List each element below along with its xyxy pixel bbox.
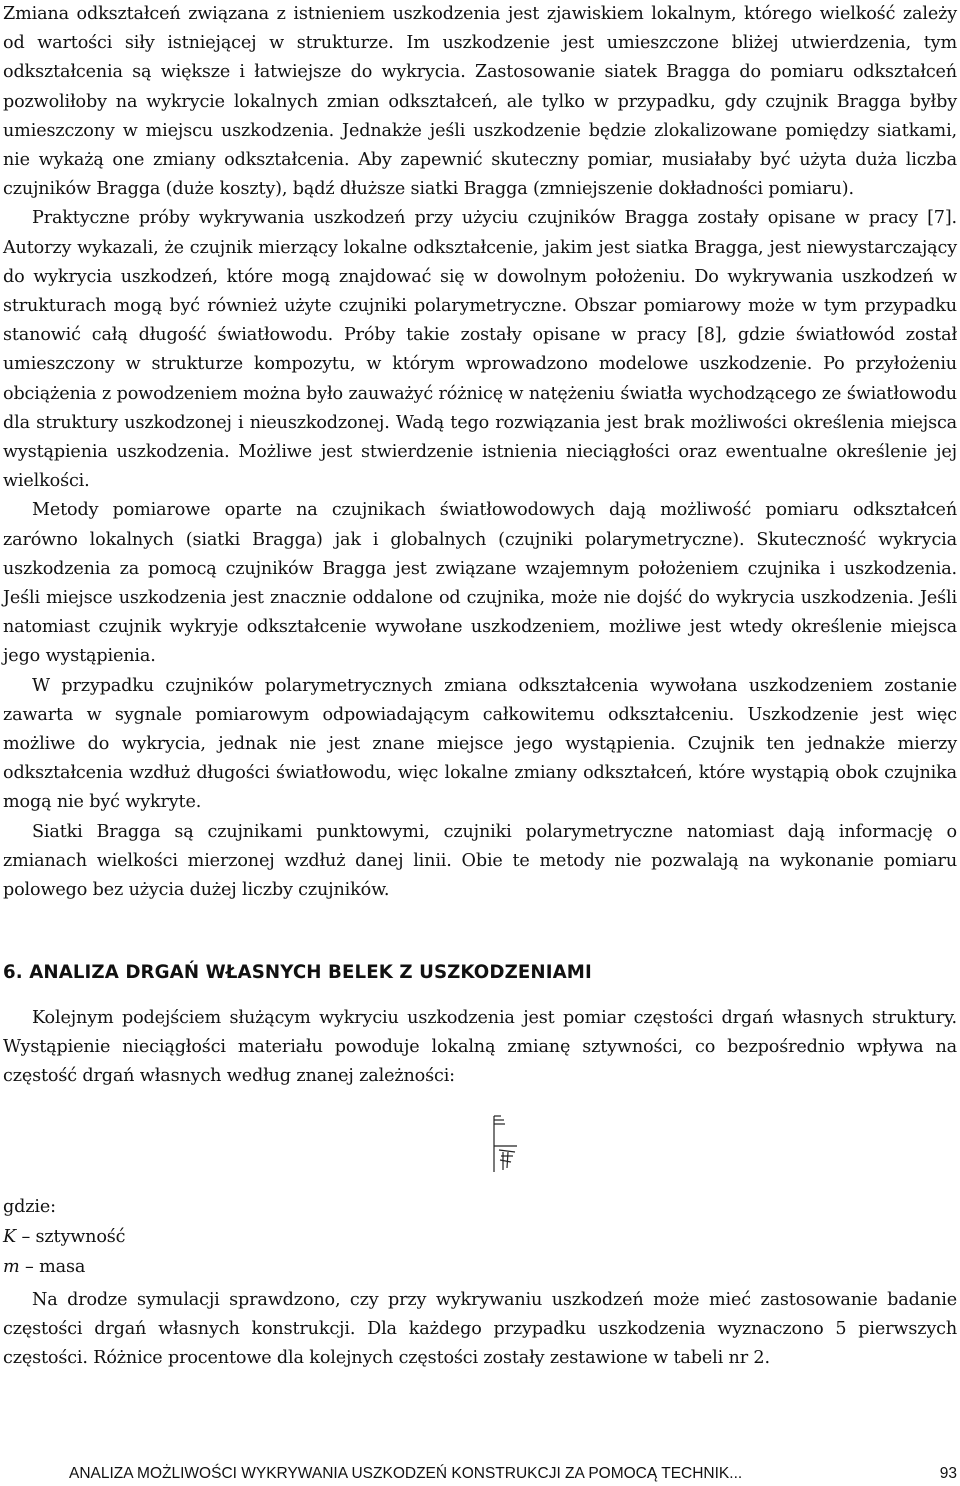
paragraph-1: Zmiana odkształceń związana z istnieniem uszkodzenia jest zjawiskiem lokalnym, którego wielkość zależy od wartości siły istniejącej w strukturze. Im uszkodzenie jest umieszczone bliżej utwierdzenia, tym odkształcenia są większe i łatwiejsze do wykrycia. Zastosowanie siatek Bragga do pomiaru odkształceń pozwoliłoby na wykrycie lokalnych zmian odkształceń, ale tylko w przypadku, gdy czujnik Bragga byłby umieszczony w miejscu uszkodzenia. Jednakże jeśli uszkodzenie będzie zlokalizowane pomiędzy siatkami, nie wykażą one zmiany odkształcenia. Aby zapewnić skuteczny pomiar, musiałaby być użyta duża liczba czujników Bragga (duże koszty), bądź dłuższe siatki Bragga (zmniejszenie dokładności pomiaru). [3,4,957,200]
section-heading: 6. ANALIZA DRGAŃ WŁASNYCH BELEK Z USZKODZENIAMI [3,962,592,983]
formula-image [491,1112,521,1176]
definition-text: – sztywność [16,1227,126,1247]
running-title: ANALIZA MOŻLIWOŚCI WYKRYWANIA USZKODZEŃ KONSTRUKCJI ZA POMOCĄ TECHNIK... [69,1465,743,1482]
paragraph-5: Siatki Bragga są czujnikami punktowymi, czujniki polarymetryczne natomiast dają informację o zmianach wielkości mierzonej wzdłuż danej linii. Obie te metody nie pozwalają na wykonanie pomiaru polowego bez użycia dużej liczby czujników. [3,821,957,901]
paragraph-2: Praktyczne próby wykrywania uszkodzeń przy użyciu czujników Bragga zostały opisane w pracy [7]. Autorzy wykazali, że czujnik mierzący lokalne odkształcenie, jakim jest siatka Bragga, jest niewystarczający do wykrycia uszkodzeń, które mogą znajdować się w dowolnym położeniu. Do wykrywania uszkodzeń w strukturach mogą być również użyte czujniki polarymetryczne. Obszar pomiarowy może w tym przypadku stanowić całą długość światłowodu. Próby takie zostały opisane w pracy [8], gdzie światłowód został umieszczony w strukturze kompozytu, w którym wprowadzono modelowe uszkodzenie. Po przyłożeniu obciążenia z powodzeniem można było zauważyć różnicę w natężeniu światła wychodzącego ze światłowodu dla struktury uszkodzonej i nieuszkodzonej. Wadą tego rozwiązania jest brak możliwości określenia miejsca wystąpienia uszkodzenia. Możliwe jest stwierdzenie istnienia nieciągłości oraz ewentualne określenie jej wielkości. [3,208,957,492]
section-intro-paragraph: Kolejnym podejściem służącym wykryciu uszkodzenia jest pomiar częstości drgań własnych struktury. Wystąpienie nieciągłości materiału powoduje lokalną zmianę sztywności, co bezpośrednio wpływa na częstość drgań własnych według znanej zależności: [3,1008,957,1087]
paragraph-4: W przypadku czujników polarymetrycznych zmiana odkształcenia wywołana uszkodzeniem zostanie zawarta w sygnale pomiarowym odpowiadającym całkowitemu odkształceniu. Uszkodzenie jest więc możliwe do wykrycia, jednak nie jest znane miejsce jego wystąpienia. Czujnik ten jednakże mierzy odkształcenia wzdłuż długości światłowodu, więc lokalne zmiany odkształceń, które wystąpią obok czujnika mogą nie być wykryte. [3,675,957,813]
definition-item-mass [3,1253,957,1283]
body-text-top [3,0,957,905]
definition-symbol: K [3,1227,16,1247]
paragraph-3: Metody pomiarowe oparte na czujnikach światłowodowych dają możliwość pomiaru odkształceń zarówno lokalnych (siatki Bragga) jak i globalnych (czujniki polarymetryczne). Skuteczność wykrycia uszkodzenia za pomocą czujników Bragga jest związane wzajemnym położeniem czujnika i uszkodzenia. Jeśli miejsce uszkodzenia jest znacznie oddalone od czujnika, może nie dojść do wykrycia uszkodzenia. Jeśli natomiast czujnik wykryje odkształcenie wywołane uszkodzeniem, możliwe jest wtedy określenie miejsca jego wystąpienia. [3,500,957,667]
definitions [3,1193,957,1283]
section-intro-block [3,1004,957,1092]
page-number: 93 [939,1465,957,1482]
definition-text: – masa [19,1257,86,1277]
definition-item-stiffness [3,1223,957,1253]
definitions-intro: gdzie: [3,1197,56,1217]
definition-symbol: m [3,1257,20,1277]
section-outro-block [3,1286,957,1374]
section-outro-paragraph: Na drodze symulacji sprawdzono, czy przy wykrywaniu uszkodzeń może mieć zastosowanie badanie częstości drgań własnych konstrukcji. Dla każdego przypadku uszkodzenia wyznaczono 5 pierwszych częstości. Różnice procentowe dla kolejnych częstości zostały zestawione w tabeli nr 2. [3,1290,957,1369]
document-page [3,0,957,1486]
